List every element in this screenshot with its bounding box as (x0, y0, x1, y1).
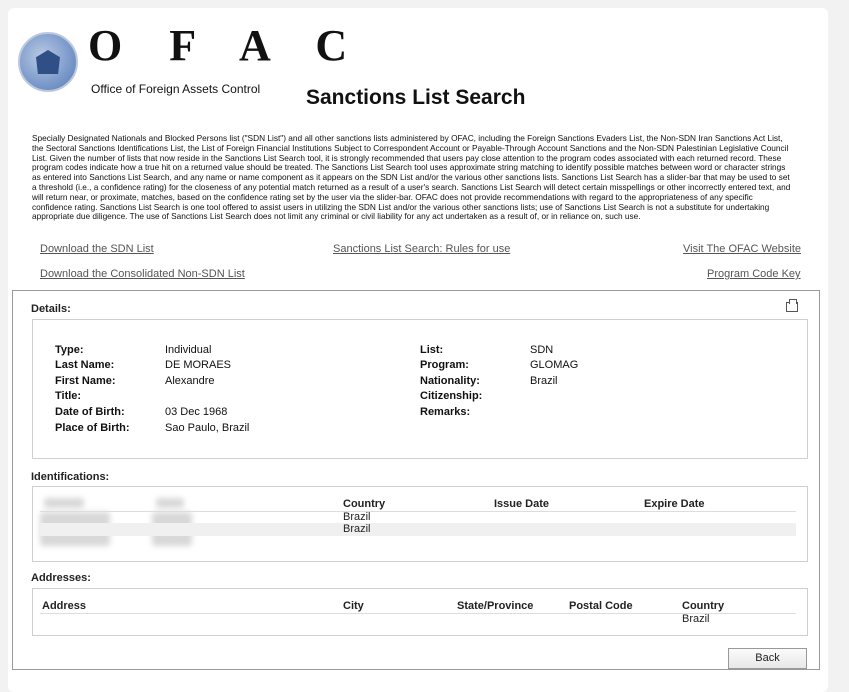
intro-paragraph: Specially Designated Nationals and Blocked Persons list ("SDN List") and all other sanctions lists administered by OFAC, including the Foreign Sanctions Evaders List, the Non-SDN Iran Sanctions Act List, the Sectoral Sanctions Identifications List, the List of Foreign Financial Institutions Subject to Correspondent Account or Payable-Through Account Sanctions and the Non-SDN Palestinian Legislative Council List. Given the number of lists that now reside in the Sanctions List Search tool, it is strongly recommended that users pay close attention to the program codes associated with each returned record. These program codes indicate how a true hit on a returned value should be treated. The Sanctions List Search tool uses approximate string matching to identify possible matches between word or character strings as entered into Sanctions List Search, and any name or name component as it appears on the SDN List and/or the various other sanctions lists. Sanctions List Search has a slider-bar that may be used to set a threshold (i.e., a confidence rating) for the closeness of any potential match returned as a result of a user's search. Sanctions List Search will detect certain misspellings or other incorrectly entered text, and will return near, or proximate, matches, based on the confidence rating set by the user via the slider-bar. OFAC does not provide recommendations with regard to the appropriateness of any specific confidence rating. Sanctions List Search is one tool offered to assist users in utilizing the SDN List and/or the various other sanctions lists; use of Sanctions List Search is not a substitute for undertaking appropriate due diligence. The use of Sanctions List Search does not limit any criminal or civil liability for any act undertaken as a result of, or in reliance on, such use. (32, 133, 791, 222)
id-row-country: Brazil (343, 511, 371, 523)
id-row-stripe (40, 523, 796, 536)
details-label: Details: (31, 303, 71, 315)
last-name-value: DE MORAES (165, 359, 232, 371)
type-label: Type: (55, 344, 84, 356)
id-col-expire-date: Expire Date (644, 498, 705, 510)
rules-link[interactable]: Sanctions List Search: Rules for use (333, 243, 511, 255)
id-col-issue-date: Issue Date (494, 498, 550, 510)
type-value: Individual (165, 344, 212, 356)
addr-col-country: Country (682, 600, 725, 612)
id-header-divider (40, 511, 796, 512)
addresses-label: Addresses: (31, 572, 91, 584)
dob-label: Date of Birth: (55, 406, 125, 418)
program-code-key-link[interactable]: Program Code Key (707, 268, 801, 280)
ofac-subtitle: Office of Foreign Assets Control (91, 82, 261, 96)
nationality-label: Nationality: (420, 375, 480, 387)
nationality-value: Brazil (530, 375, 558, 387)
ofac-logo-text: O F A C (88, 21, 366, 70)
first-name-label: First Name: (55, 375, 116, 387)
redacted-id-number (156, 498, 184, 508)
id-col-country: Country (343, 498, 386, 510)
download-sdn-link[interactable]: Download the SDN List (40, 243, 154, 255)
addr-row-country: Brazil (682, 613, 710, 625)
program-label: Program: (420, 359, 469, 371)
citizenship-label: Citizenship: (420, 390, 483, 402)
addr-col-city: City (343, 600, 364, 612)
page-title: Sanctions List Search (306, 86, 526, 109)
pob-value: Sao Paulo, Brazil (165, 422, 250, 434)
program-value: GLOMAG (530, 359, 579, 371)
identifications-label: Identifications: (31, 471, 110, 483)
back-button[interactable]: Back (728, 648, 807, 669)
id-row-country: Brazil (343, 523, 371, 535)
dob-value: 03 Dec 1968 (165, 406, 228, 418)
print-icon[interactable] (786, 302, 798, 312)
addr-col-address: Address (42, 600, 87, 612)
download-nonsdn-link[interactable]: Download the Consolidated Non-SDN List (40, 268, 245, 280)
details-panel (32, 319, 808, 459)
title-label: Title: (55, 390, 82, 402)
addr-col-postal: Postal Code (569, 600, 633, 612)
list-value: SDN (530, 344, 554, 356)
addr-col-state: State/Province (457, 600, 534, 612)
remarks-label: Remarks: (420, 406, 471, 418)
last-name-label: Last Name: (55, 359, 115, 371)
addresses-panel (32, 588, 808, 636)
first-name-value: Alexandre (165, 375, 215, 387)
list-label: List: (420, 344, 444, 356)
pob-label: Place of Birth: (55, 422, 130, 434)
visit-ofac-link[interactable]: Visit The OFAC Website (683, 243, 801, 255)
redacted-id-type (44, 498, 84, 508)
treasury-seal-icon (18, 32, 78, 92)
